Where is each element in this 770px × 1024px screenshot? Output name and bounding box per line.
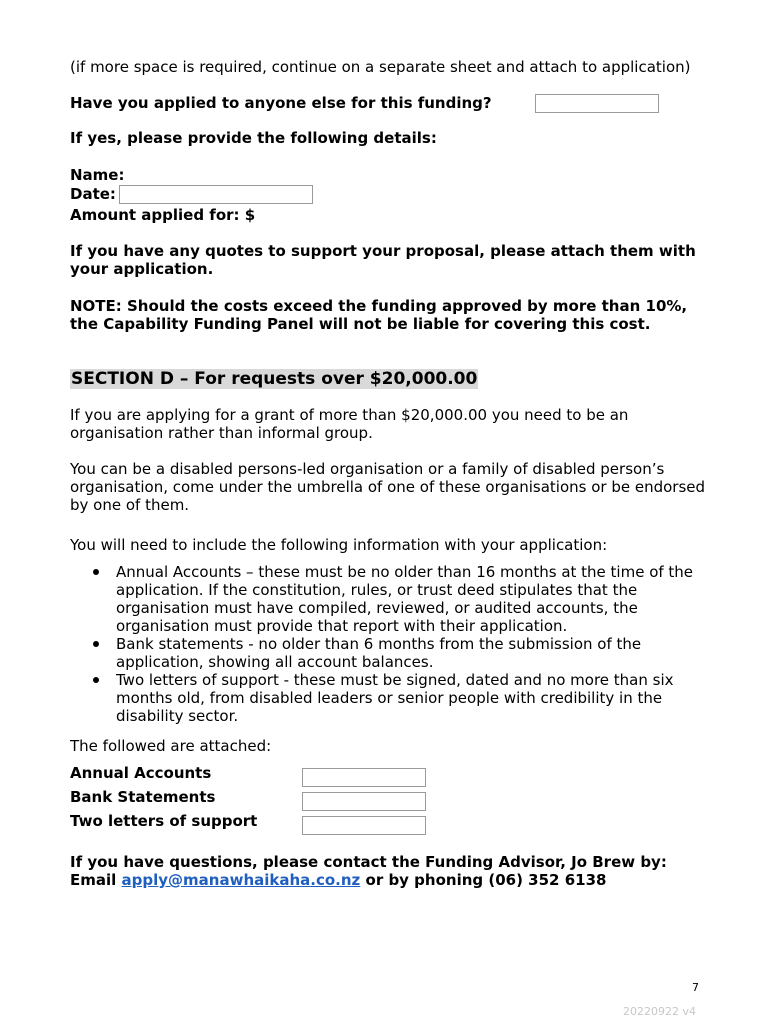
attachment-row-annual-accounts	[70, 761, 710, 785]
annual-accounts-field[interactable]	[302, 768, 426, 787]
phone-text: or by phoning (06) 352 6138	[360, 871, 607, 889]
section-d-paragraph-3: You will need to include the following information with your application:	[70, 536, 608, 554]
date-row	[70, 184, 710, 204]
attachment-label: Bank Statements	[70, 788, 216, 806]
amount-label: Amount applied for: $	[70, 206, 256, 224]
applied-answer-field[interactable]	[535, 94, 659, 113]
list-item: Bank statements - no older than 6 months from the submission of the application, showing all account balances.	[70, 635, 710, 671]
attachment-label: Two letters of support	[70, 812, 258, 830]
email-link[interactable]: apply@manawhaikaha.co.nz	[121, 871, 361, 889]
section-d-paragraph-1: If you are applying for a grant of more than $20,000.00 you need to be an organisation rather than informal group.	[70, 406, 629, 442]
applied-question: Have you applied to anyone else for this funding?	[70, 94, 492, 112]
attachment-row-bank-statements	[70, 785, 710, 809]
date-field[interactable]	[119, 185, 313, 204]
bank-statements-field[interactable]	[302, 792, 426, 811]
name-label: Name:	[70, 166, 125, 184]
costs-note: NOTE: Should the costs exceed the funding approved by more than 10%, the Capability Funding Panel will not be liable for covering this cost.	[70, 297, 688, 333]
applied-row	[70, 93, 710, 113]
letters-of-support-field[interactable]	[302, 816, 426, 835]
date-label: Date:	[70, 185, 116, 203]
attachments-table	[70, 761, 710, 833]
attachment-label: Annual Accounts	[70, 764, 212, 782]
section-d-paragraph-2: You can be a disabled persons-led organisation or a family of disabled person’s organisation, come under the umbrella of one of these organisations or be endorsed by one of them.	[70, 460, 706, 514]
version-stamp: 20220922 v4	[623, 1005, 696, 1018]
page-number: 7	[692, 981, 699, 994]
quotes-note: If you have any quotes to support your proposal, please attach them with your application.	[70, 242, 696, 278]
attached-intro: The followed are attached:	[70, 737, 272, 755]
list-item: Annual Accounts – these must be no older than 16 months at the time of the application. If the constitution, rules, or trust deed stipulates that the organisation must have compiled, reviewed, or audited accounts, the organisation must provide that report with their application.	[70, 563, 710, 635]
space-note: (if more space is required, continue on a separate sheet and attach to application)	[70, 58, 691, 76]
contact-line-2	[70, 871, 710, 889]
requirements-list	[70, 563, 710, 725]
document-page	[70, 58, 710, 889]
section-d-heading: SECTION D – For requests over $20,000.00	[71, 369, 478, 389]
if-yes-label: If yes, please provide the following details:	[70, 129, 437, 147]
list-item: Two letters of support - these must be signed, dated and no more than six months old, from disabled leaders or senior people with credibility in the disability sector.	[70, 671, 710, 725]
attachment-row-letters-of-support	[70, 809, 710, 833]
email-prefix: Email	[70, 871, 122, 889]
contact-line-1: If you have questions, please contact the Funding Advisor, Jo Brew by:	[70, 853, 667, 871]
